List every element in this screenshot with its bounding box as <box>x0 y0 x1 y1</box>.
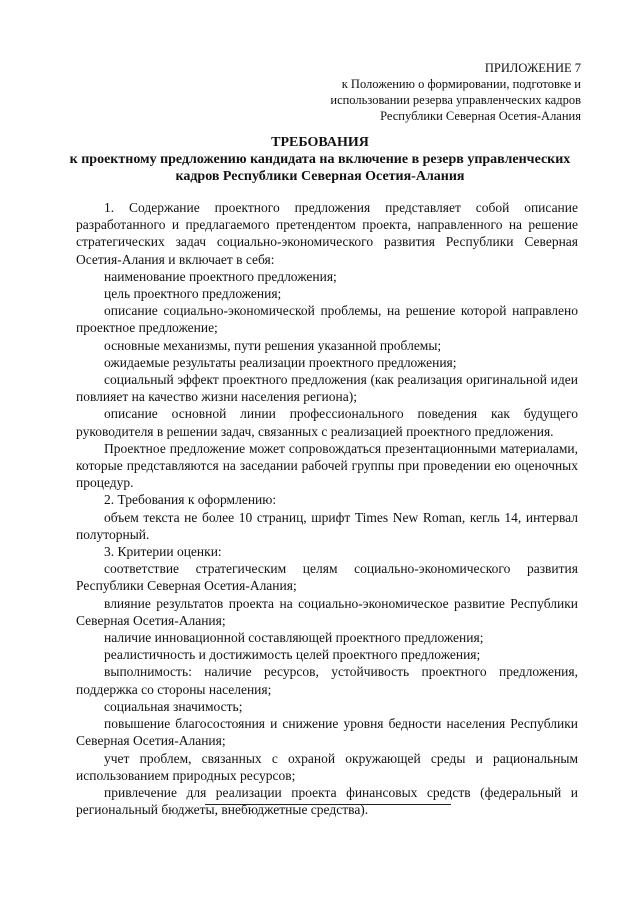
list-item: описание основной линии профессионального поведения как будущего руководителя в решении задач, связанных с реализацией проектного предложения. <box>76 406 578 439</box>
list-item: повышение благосостояния и снижение уровня бедности населения Республики Северная Осетия-Алания; <box>76 716 578 749</box>
appendix-reference-line: Республики Северная Осетия-Алания <box>380 109 581 123</box>
list-item: социальный эффект проектного предложения (как реализация оригинальной идеи повлияет на качество жизни населения региона); <box>76 372 578 405</box>
list-item: наименование проектного предложения; <box>104 268 337 284</box>
paragraph-presentation: Проектное предложение может сопровождаться презентационными материалами, которые представляются на заседании рабочей группы при проведении ею оценочных процедур. <box>76 440 578 491</box>
list-item: влияние результатов проекта на социально-экономическое развитие Республики Северная Осетия-Алания; <box>76 595 578 628</box>
title-subtitle-line: к проектному предложению кандидата на включение в резерв управленческих <box>69 152 571 167</box>
list-item: учет проблем, связанных с охраной окружающей среды и рациональным использованием природных ресурсов; <box>76 750 578 783</box>
closing-divider <box>205 804 451 805</box>
title-subtitle-line: кадров Республики Северная Осетия-Алания <box>175 169 465 184</box>
list-item: привлечение для реализации проекта финансовых средств (федеральный и региональный бюджеты, внебюджетные средства). <box>76 784 578 818</box>
list-item: выполнимость: наличие ресурсов, устойчивость проектного предложения, поддержка со стороны населения; <box>76 664 578 697</box>
list-item: соответствие стратегическим целям социально-экономического развития Республики Северная Осетия-Алания; <box>76 561 578 594</box>
appendix-reference-line: к Положению о формировании, подготовке и <box>341 77 581 91</box>
title-heading: ТРЕБОВАНИЯ <box>271 135 369 150</box>
document-title <box>60 134 580 185</box>
appendix-header <box>330 60 581 124</box>
list-item: наличие инновационной составляющей проектного предложения; <box>104 630 484 646</box>
paragraph-section-1: 1. Содержание проектного предложения представляет собой описание разработанного и предлагаемого претендентом проекта, направленного на решение стратегических задач социально-экономического развития Республики Северная Осетия-Алания и включает в себя: <box>76 200 578 267</box>
appendix-reference-line: использовании резерва управленческих кадров <box>330 93 581 107</box>
list-item: объем текста не более 10 страниц, шрифт Times New Roman, кегль 14, интервал полуторный. <box>76 509 578 542</box>
paragraph-section-3: 3. Критерии оценки: <box>104 544 222 560</box>
document-body <box>76 199 578 818</box>
list-item: основные механизмы, пути решения указанной проблемы; <box>104 337 442 353</box>
list-item: социальная значимость; <box>104 698 243 714</box>
list-item: цель проектного предложения; <box>104 286 282 302</box>
list-item: ожидаемые результаты реализации проектного предложения; <box>104 354 457 370</box>
appendix-number: ПРИЛОЖЕНИЕ 7 <box>484 61 581 75</box>
list-item: реалистичность и достижимость целей проектного предложения; <box>104 647 481 663</box>
paragraph-section-2: 2. Требования к оформлению: <box>104 492 277 508</box>
list-item: описание социально-экономической проблемы, на решение которой направлено проектное предложение; <box>76 303 578 336</box>
